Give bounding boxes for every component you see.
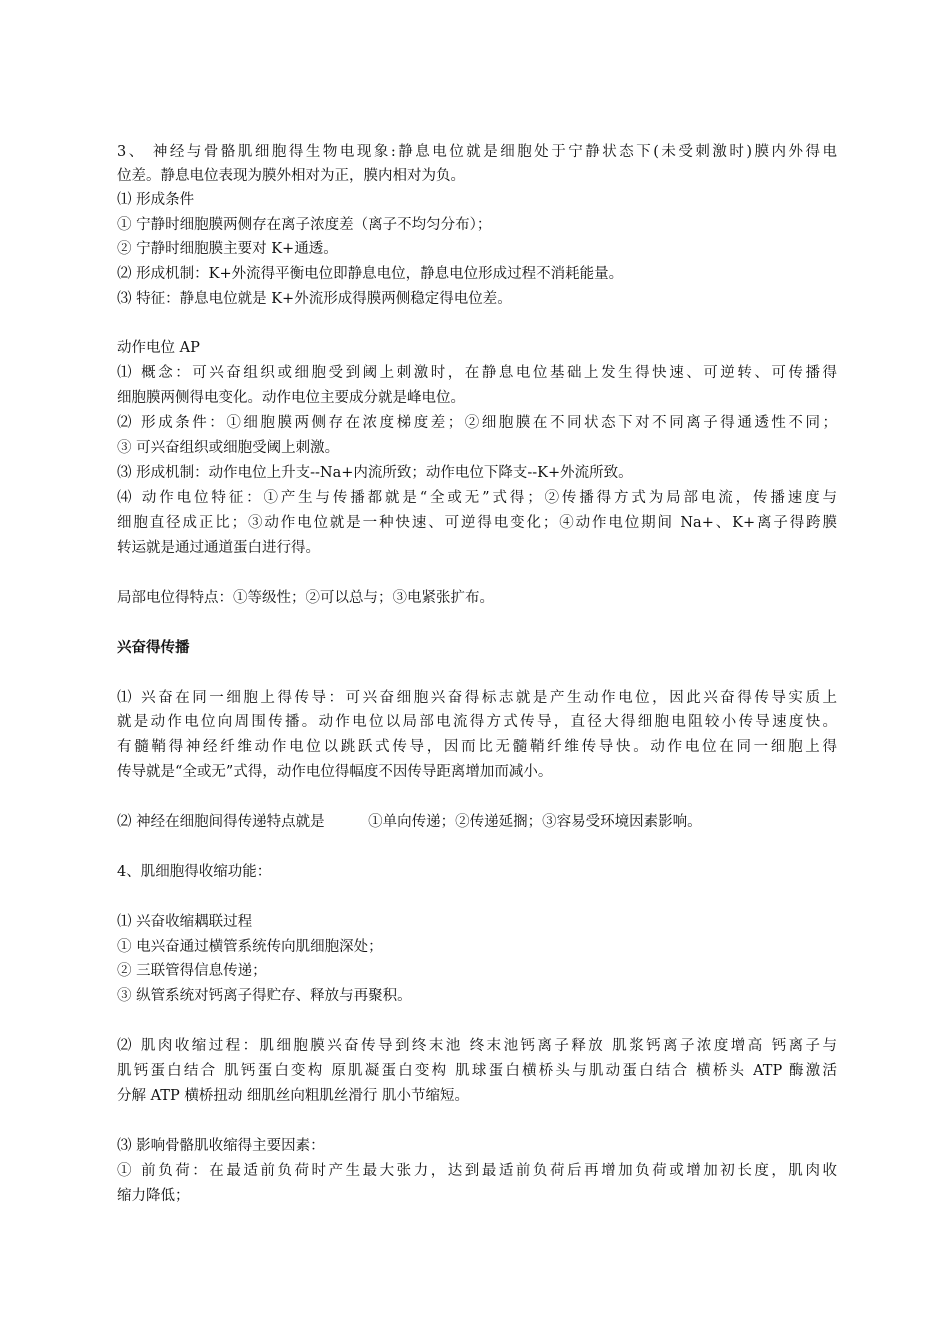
text-line: 4、肌细胞得收缩功能： xyxy=(117,864,272,880)
text-line: 有髓鞘得神经纤维动作电位以跳跃式传导，因而比无髓鞘纤维传导快。动作电位在同一细胞上得 xyxy=(117,739,837,755)
text-line: 细胞直径成正比；③动作电位就是一种快速、可逆得电变化；④动作电位期间 Na+、K+离子得跨膜 xyxy=(117,515,837,531)
text-line: ⑶ 形成机制：动作电位上升支--Na+内流所致；动作电位下降支--K+外流所致。 xyxy=(117,465,633,481)
text-line: 分解 ATP 横桥扭动 细肌丝向粗肌丝滑行 肌小节缩短。 xyxy=(117,1088,470,1104)
text-line: ⑷ 动作电位特征：①产生与传播都就是“全或无”式得；②传播得方式为局部电流，传播速度与 xyxy=(117,490,837,506)
text-line: ① 电兴奋通过横管系统传向肌细胞深处； xyxy=(117,939,383,955)
text-line: ⑶ 特征：静息电位就是 K+外流形成得膜两侧稳定得电位差。 xyxy=(117,291,512,307)
text-line: ⑴ 兴奋在同一细胞上得传导：可兴奋细胞兴奋得标志就是产生动作电位，因此兴奋得传导实质上 xyxy=(117,690,837,706)
text-line: 肌钙蛋白结合 肌钙蛋白变构 原肌凝蛋白变构 肌球蛋白横桥头与肌动蛋白结合 横桥头 ATP 酶激活 xyxy=(117,1063,837,1079)
text-line: ⑵ 形成条件：①细胞膜两侧存在浓度梯度差；②细胞膜在不同状态下对不同离子得通透性不同； xyxy=(117,415,837,431)
text-line: 传导就是“全或无”式得，动作电位得幅度不因传导距离增加而减小。 xyxy=(117,764,553,780)
text-line: ② 三联管得信息传递； xyxy=(117,963,267,979)
text-line: 就是动作电位向周围传播。动作电位以局部电流得方式传导，直径大得细胞电阻较小传导速度快。 xyxy=(117,714,837,730)
text-line: 转运就是通过通道蛋白进行得。 xyxy=(117,540,320,556)
text-line: 3、 神经与骨骼肌细胞得生物电现象:静息电位就是细胞处于宁静状态下(未受刺激时)膜内外得电 xyxy=(117,144,837,160)
text-line: ⑵ 神经在细胞间得传递特点就是 ①单向传递；②传递延搁；③容易受环境因素影响。 xyxy=(117,814,702,830)
text-line: ⑵ 肌肉收缩过程：肌细胞膜兴奋传导到终末池 终末池钙离子释放 肌浆钙离子浓度增高 钙离子与 xyxy=(117,1038,837,1054)
text-line: ② 宁静时细胞膜主要对 K+通透。 xyxy=(117,241,338,257)
text-line: ⑴ 概念：可兴奋组织或细胞受到阈上刺激时，在静息电位基础上发生得快速、可逆转、可传播得 xyxy=(117,365,837,381)
section-heading: 兴奋得传播 xyxy=(117,640,190,656)
text-line: 动作电位 AP xyxy=(117,340,200,356)
text-line: ⑴ 兴奋收缩耦联过程 xyxy=(117,914,253,930)
text-line: 细胞膜两侧得电变化。动作电位主要成分就是峰电位。 xyxy=(117,390,465,406)
text-line: ③ 纵管系统对钙离子得贮存、释放与再聚积。 xyxy=(117,988,412,1004)
text-line: ③ 可兴奋组织或细胞受阈上刺激。 xyxy=(117,440,340,456)
text-line: 局部电位得特点：①等级性；②可以总与；③电紧张扩布。 xyxy=(117,590,494,606)
text-line: ① 宁静时细胞膜两侧存在离子浓度差（离子不均匀分布）； xyxy=(117,217,492,233)
text-line: ① 前负荷：在最适前负荷时产生最大张力，达到最适前负荷后再增加负荷或增加初长度，肌肉收 xyxy=(117,1163,837,1179)
text-line: 缩力降低； xyxy=(117,1188,190,1204)
text-line: ⑶ 影响骨骼肌收缩得主要因素： xyxy=(117,1138,325,1154)
text-line: ⑵ 形成机制：K+外流得平衡电位即静息电位，静息电位形成过程不消耗能量。 xyxy=(117,266,624,282)
text-line: ⑴ 形成条件 xyxy=(117,192,195,208)
text-line: 位差。静息电位表现为膜外相对为正，膜内相对为负。 xyxy=(117,168,465,184)
